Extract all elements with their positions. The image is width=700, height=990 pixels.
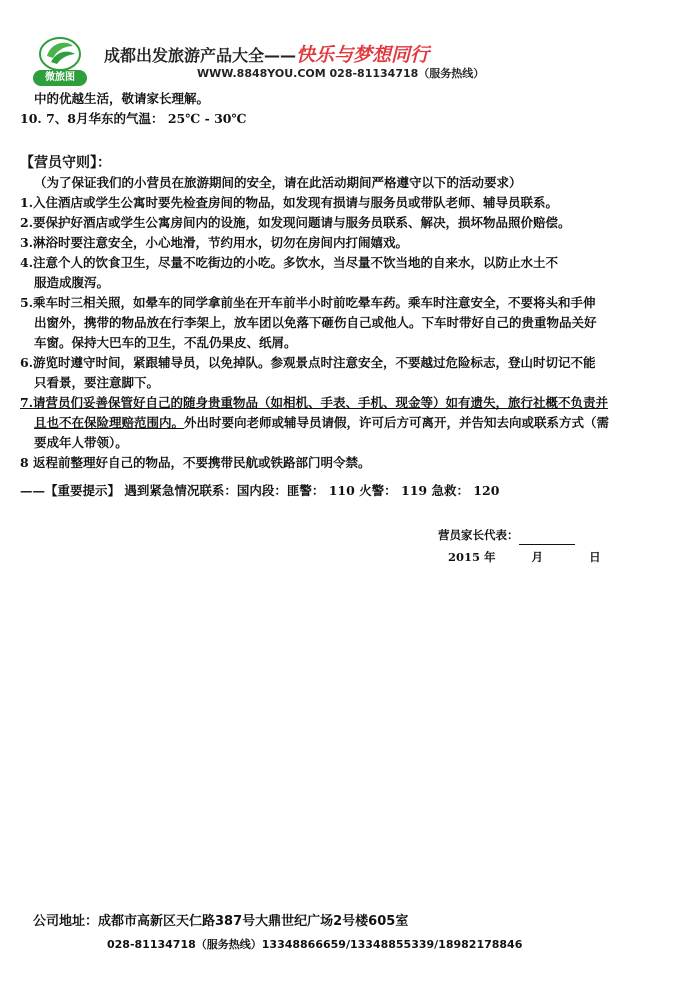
- signature-date: [448, 549, 601, 565]
- rules-intro: （为了保证我们的小营员在旅游期间的安全，请在此活动期间严格遵守以下的活动要求）: [34, 175, 522, 190]
- rule-line: 2.要保护好酒店或学生公寓房间内的设施，如发现问题请与服务员联系、解决，损坏物品照价赔偿。: [20, 215, 571, 230]
- rule-item: [20, 293, 685, 353]
- signature-label: 营员家长代表：: [438, 528, 519, 542]
- header-slogan: 快乐与梦想同行: [296, 44, 430, 66]
- rule-line: 3.淋浴时要注意安全，小心地滑，节约用水，切勿在房间内打闹嬉戏。: [20, 235, 409, 250]
- rule-item: [20, 253, 685, 293]
- rule-item: [20, 353, 685, 393]
- rule-line: 出窗外，携带的物品放在行李架上，放车团以免落下砸伤自己或他人。下车时带好自己的贵重物品关好: [34, 315, 597, 330]
- rule-item: [20, 233, 685, 253]
- signature-blank-line: [519, 530, 575, 545]
- rule-line: 1.入住酒店或学生公寓时要先检查房间的物品，如发现有损请与服务员或带队老师、辅导员联系。: [20, 195, 559, 210]
- rule-line: 只看景，要注意脚下。: [34, 375, 160, 390]
- rule7-line1: 7.请营员们妥善保管好自己的随身贵重物品（如相机、手表、手机、现金等）如有遗失，旅行社概不负责并: [20, 395, 609, 410]
- logo-text: 微旅图: [33, 70, 87, 86]
- parent-signature: [438, 525, 575, 545]
- temperature-line: 10. 7、8月华东的气温： 25℃ - 30℃: [20, 111, 247, 126]
- header-site-info: WWW.8848YOU.COM 028-81134718（服务热线）: [197, 67, 485, 80]
- rule-item-8: 8 返程前整理好自己的物品，不要携带民航或铁路部门明令禁。: [20, 455, 371, 470]
- date-year: 2015 年: [448, 550, 496, 564]
- company-logo: [33, 36, 87, 86]
- rule7-line3: 要成年人带领）。: [34, 435, 128, 450]
- date-month: 月: [531, 550, 544, 564]
- rule-item-7: [20, 393, 685, 453]
- rule-item: [20, 193, 685, 213]
- header-title-text: 成都出发旅游产品大全——: [104, 46, 297, 65]
- rule-item: [20, 213, 685, 233]
- rule7-line2-underlined: 且也不在保险理赔范围内。: [34, 415, 185, 430]
- rule-line: 服造成腹泻。: [34, 275, 110, 290]
- rule-line: 5.乘车时三相关照，如晕车的同学拿前坐在开车前半小时前吃晕车药。乘车时注意安全，不要将头和手伸: [20, 295, 596, 310]
- logo-leaf-icon: [33, 36, 87, 72]
- rule-line: 车窗。保持大巴车的卫生，不乱仍果皮、纸屑。: [34, 335, 297, 350]
- page-header: [0, 0, 700, 90]
- rule-line: 4.注意个人的饮食卫生，尽量不吃街边的小吃。多饮水，当尽量不饮当地的自来水，以防止水土不: [20, 255, 559, 270]
- rule-line: 6.游览时遵守时间，紧跟辅导员，以免掉队。参观景点时注意安全，不要越过危险标志，登山时切记不能: [20, 355, 596, 370]
- continuation-text: 中的优越生活，敬请家长理解。: [34, 91, 210, 106]
- rules-list: [20, 193, 685, 473]
- important-tips: ——【重要提示】 遇到紧急情况联系：国内段：匪警： 110 火警： 119 急救： 120: [20, 483, 500, 498]
- footer-phones: 028-81134718（服务热线）13348866659/13348855339/18982178846: [107, 938, 523, 951]
- rule7-line2-rest: 外出时要向老师或辅导员请假，许可后方可离开，并告知去向或联系方式（需: [184, 415, 610, 430]
- rule7-line2: [20, 413, 685, 433]
- footer-address: 公司地址：成都市高新区天仁路387号大鼎世纪广场2号楼605室: [33, 914, 409, 929]
- date-day: 日: [589, 550, 601, 564]
- document-body: [20, 89, 685, 501]
- header-title: [104, 40, 429, 64]
- rules-title: 【营员守则】：: [20, 155, 111, 171]
